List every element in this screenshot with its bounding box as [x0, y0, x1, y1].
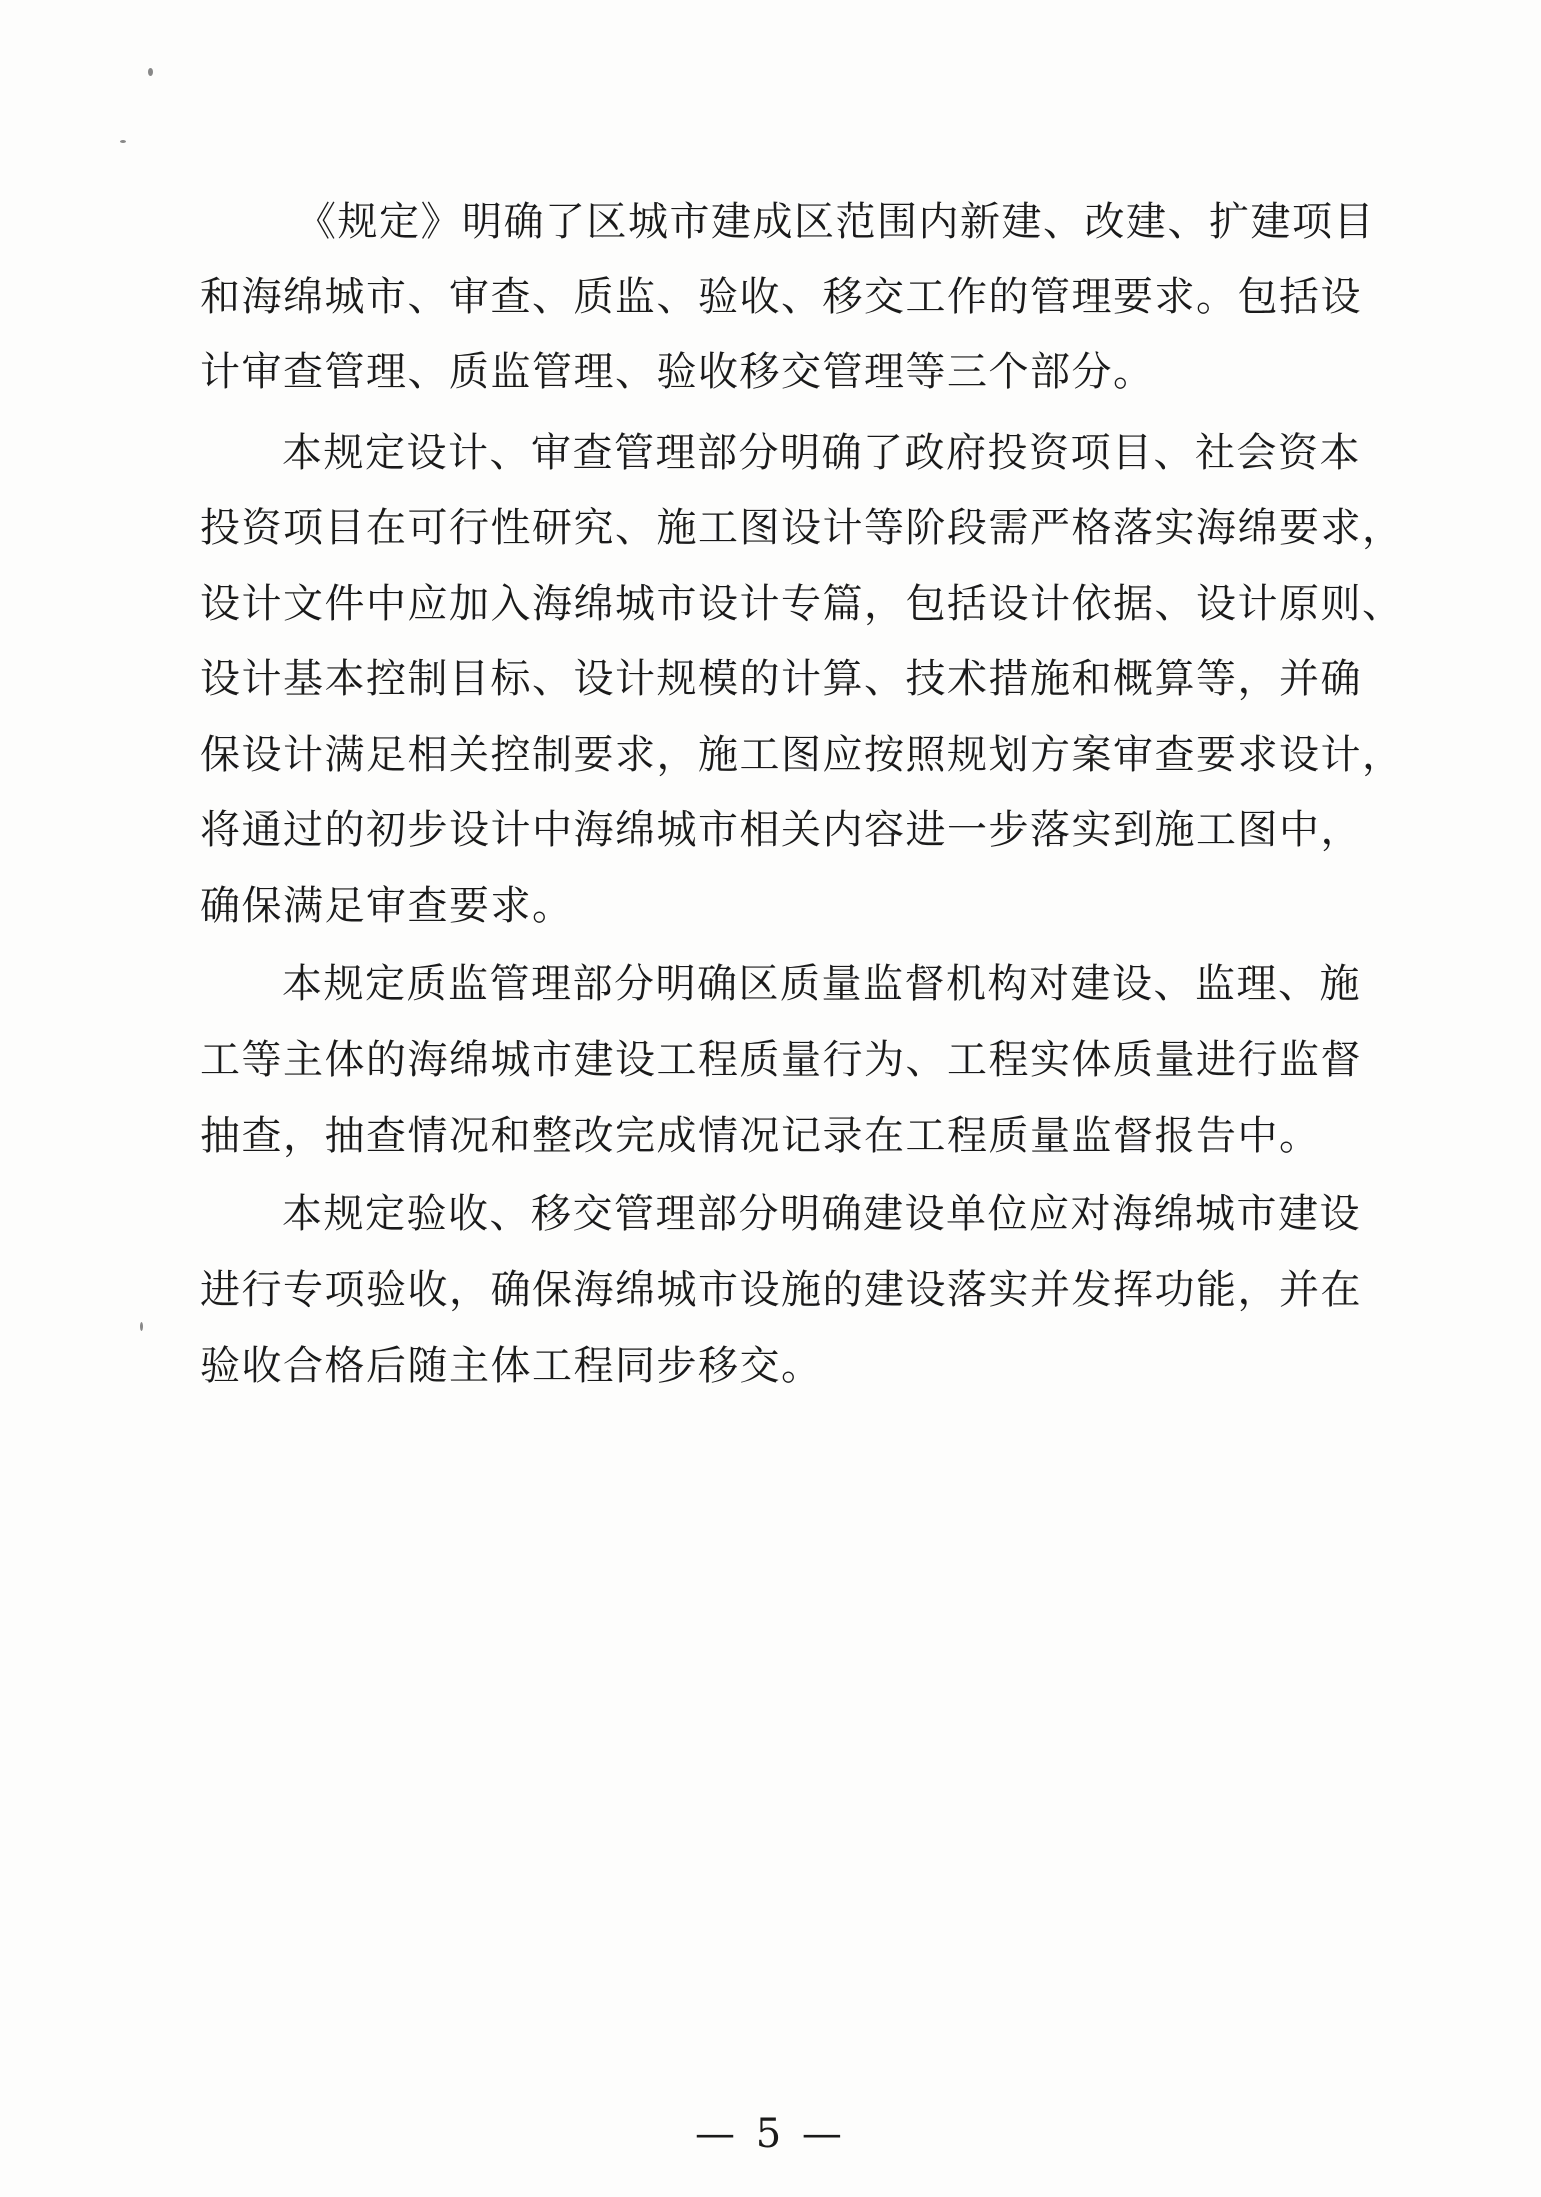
paragraph-2-line-6: 将通过的初步设计中海绵城市相关内容进一步落实到施工图中，: [200, 807, 1362, 853]
paragraph-4-line-1: 本规定验收、移交管理部分明确建设单位应对海绵城市建设: [282, 1191, 1361, 1237]
paragraph-3-line-3: 抽查，抽查情况和整改完成情况记录在工程质量监督报告中。: [200, 1113, 1321, 1159]
scan-speck: [140, 1322, 143, 1331]
paragraph-1-line-3: 计审查管理、质监管理、验收移交管理等三个部分。: [200, 349, 1155, 395]
paragraph-2-line-2: 投资项目在可行性研究、施工图设计等阶段需严格落实海绵要求，: [200, 505, 1404, 551]
paragraph-1-line-2: 和海绵城市、审查、质监、验收、移交工作的管理要求。包括设: [200, 274, 1362, 320]
paragraph-2-line-1: 本规定设计、审查管理部分明确了政府投资项目、社会资本: [282, 430, 1361, 476]
paragraph-3-line-2: 工等主体的海绵城市建设工程质量行为、工程实体质量进行监督: [200, 1037, 1362, 1083]
paragraph-4-line-2: 进行专项验收，确保海绵城市设施的建设落实并发挥功能，并在: [200, 1267, 1362, 1313]
paragraph-1-line-1: 《规定》明确了区城市建成区范围内新建、改建、扩建项目: [296, 199, 1375, 245]
paragraph-3-line-1: 本规定质监管理部分明确区质量监督机构对建设、监理、施: [282, 961, 1361, 1007]
scan-speck: [120, 140, 126, 143]
paragraph-2-line-5: 保设计满足相关控制要求，施工图应按照规划方案审查要求设计，: [200, 732, 1404, 778]
page-number: — 5 —: [695, 2111, 846, 2157]
paragraph-2-line-3: 设计文件中应加入海绵城市设计专篇，包括设计依据、设计原则、: [200, 581, 1404, 627]
paragraph-2-line-7: 确保满足审查要求。: [200, 883, 574, 929]
scan-speck: [148, 68, 153, 76]
paragraph-4-line-3: 验收合格后随主体工程同步移交。: [200, 1343, 823, 1389]
paragraph-2-line-4: 设计基本控制目标、设计规模的计算、技术措施和概算等，并确: [200, 656, 1362, 702]
